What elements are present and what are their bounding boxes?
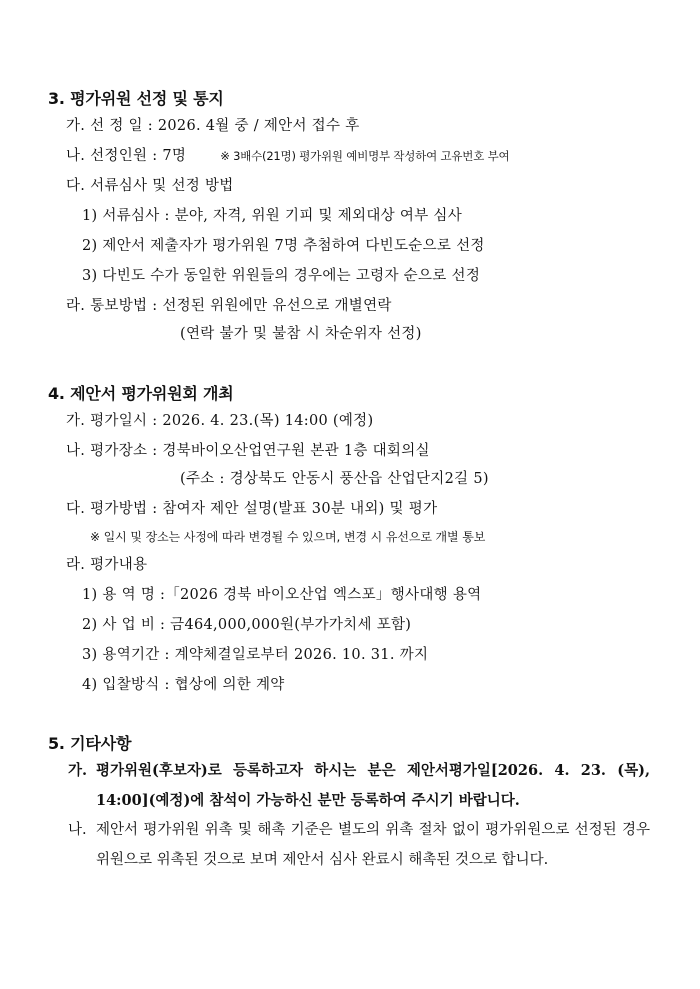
s3-sub-3: 3) 다빈도 수가 동일한 위원들의 경우에는 고령자 순으로 선정 [82, 268, 481, 284]
s4-sub-1: 1) 용 역 명 :「2026 경북 바이오산업 엑스포」행사대행 용역 [82, 587, 482, 603]
s3-item-ra: 라. 통보방법 : 선정된 위원에만 유선으로 개별연락 [66, 298, 392, 314]
s3-item-da: 다. 서류심사 및 선정 방법 [66, 178, 234, 194]
section-3-title: 3. 평가위원 선정 및 통지 [48, 89, 224, 108]
s4-item-na: 나. 평가장소 : 경북바이오산업연구원 본관 1층 대회의실 [66, 443, 430, 459]
s5-na-marker: 나. [68, 822, 87, 838]
section-5-title: 5. 기타사항 [48, 734, 132, 753]
s4-item-ra: 라. 평가내용 [66, 557, 148, 573]
s5-ga-marker: 가. [68, 762, 88, 779]
s3-sub-2: 2) 제안서 제출자가 평가위원 7명 추첨하여 다빈도순으로 선정 [82, 238, 485, 254]
s4-sub-3: 3) 용역기간 : 계약체결일로부터 2026. 10. 31. 까지 [82, 647, 429, 663]
s4-sub-2: 2) 사 업 비 : 금464,000,000원(부가가치세 포함) [82, 617, 412, 633]
s3-item-na-text: 나. 선정인원 : 7명 [66, 148, 187, 164]
section-4-title: 4. 제안서 평가위원회 개최 [48, 384, 234, 403]
s3-item-ga: 가. 선 정 일 : 2026. 4월 중 / 제안서 접수 후 [66, 118, 360, 134]
s4-item-ga: 가. 평가일시 : 2026. 4. 23.(목) 14:00 (예정) [66, 413, 374, 429]
s4-note: ※ 일시 및 장소는 사정에 따라 변경될 수 있으며, 변경 시 유선으로 개별 통보 [90, 530, 486, 544]
s3-item-na [66, 144, 509, 165]
s5-na-text: 제안서 평가위원 위촉 및 해촉 기준은 별도의 위촉 절차 없이 평가위원으로 선정된 경우 위원으로 위촉된 것으로 보며 제안서 심사 완료시 해촉된 것으로 합니다. [96, 822, 650, 868]
s5-paragraph-na [68, 815, 650, 875]
s5-paragraph-ga [68, 756, 650, 816]
s5-ga-text: 평가위원(후보자)로 등록하고자 하시는 분은 제안서평가일[2026. 4. 23. (목), 14:00](예정)에 참석이 가능하신 분만 등록하여 주시기 바랍니다. [96, 762, 650, 809]
s3-sub-1: 1) 서류심사 : 분야, 자격, 위원 기피 및 제외대상 여부 심사 [82, 208, 463, 224]
s4-item-na-cont: (주소 : 경상북도 안동시 풍산읍 산업단지2길 5) [180, 471, 489, 487]
s3-item-ra-cont: (연락 불가 및 불참 시 차순위자 선정) [180, 326, 422, 342]
s4-item-da: 다. 평가방법 : 참여자 제안 설명(발표 30분 내외) 및 평가 [66, 501, 438, 517]
s3-note: ※ 3배수(21명) 평가위원 예비명부 작성하여 고유번호 부여 [220, 149, 510, 163]
s4-sub-4: 4) 입찰방식 : 협상에 의한 계약 [82, 677, 285, 693]
